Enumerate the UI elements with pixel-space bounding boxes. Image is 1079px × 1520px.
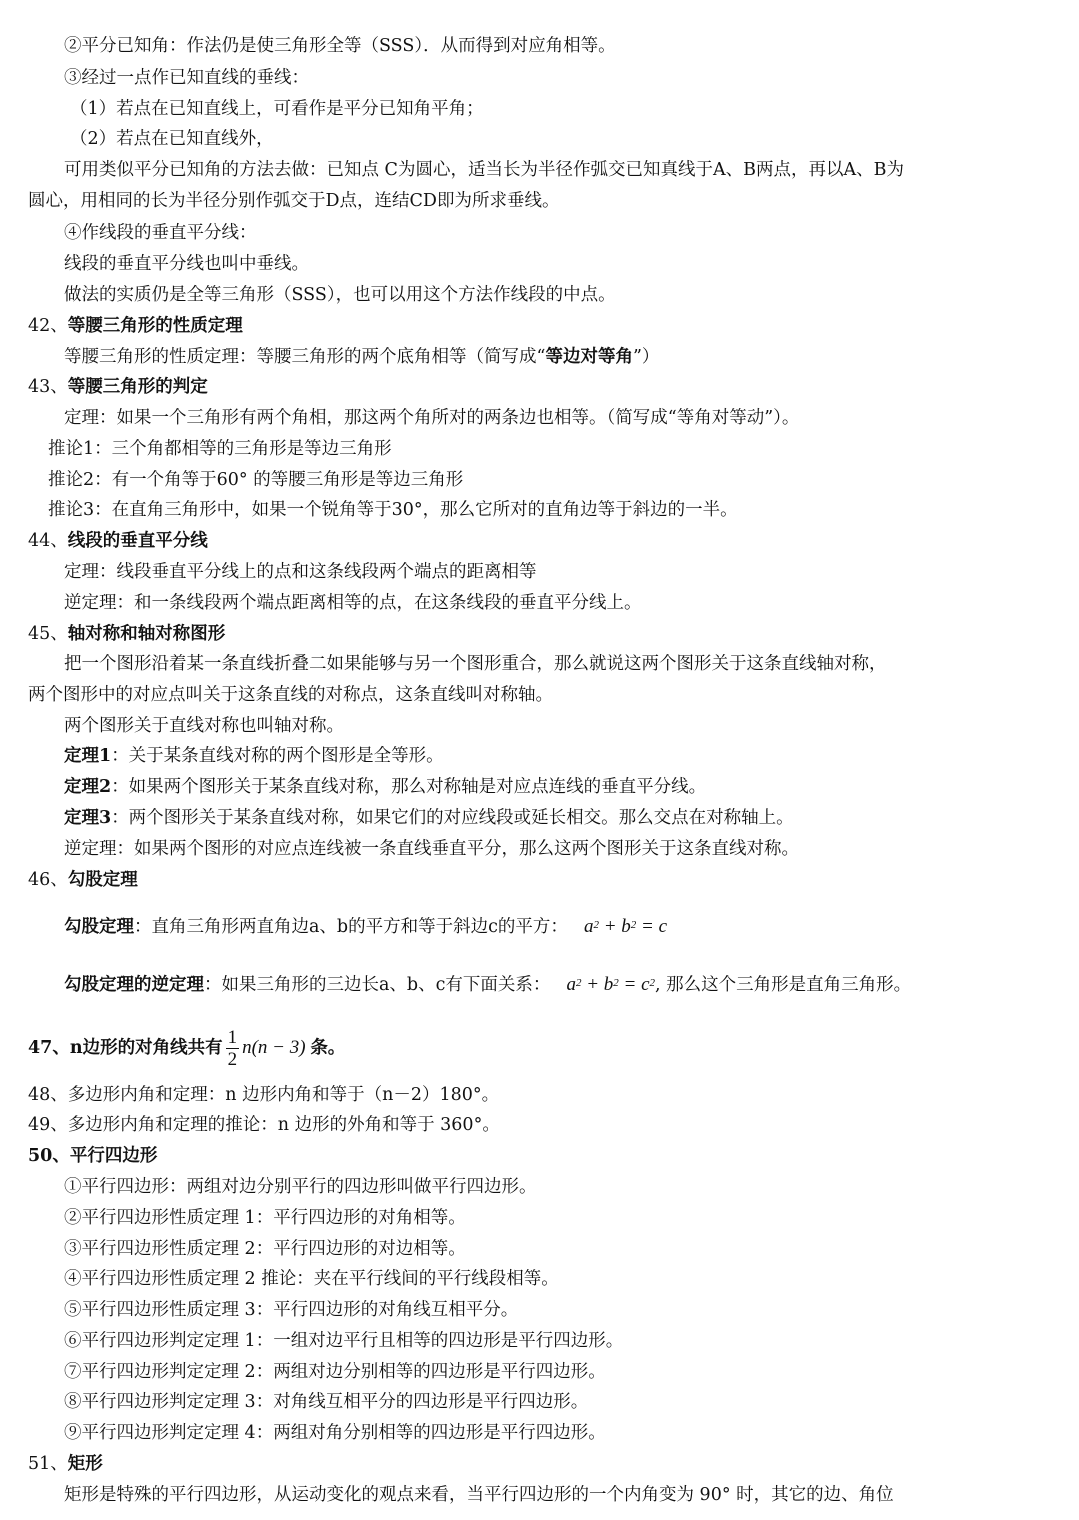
text-line: ④作线段的垂直平分线： (64, 223, 257, 243)
pythagorean-formula: $a^2 + b^2 = c^2$ (566, 974, 656, 995)
text-line: ③平行四边形性质定理 2：平行四边形的对边相等。 (64, 1239, 466, 1259)
text-line: 逆定理：和一条线段两个端点距离相等的点，在这条线段的垂直平分线上。 (64, 593, 642, 613)
text-line (28, 375, 208, 399)
bold-text: 轴对称和轴对称图形 (67, 624, 226, 644)
item-47-suffix: 条。 (310, 1038, 346, 1058)
text-segment: ：如果两个图形关于某条直线对称，那么对称轴是对应点连线的垂直平分线。 (111, 777, 707, 797)
text-line (64, 345, 659, 369)
text-line (28, 1024, 345, 1072)
text-line (64, 915, 667, 939)
bold-text: 线段的垂直平分线 (67, 531, 208, 551)
text-line: 矩形是特殊的平行四边形，从运动变化的观点来看，当平行四边形的一个内角变为 90° 时，其它的边、角位 (64, 1485, 894, 1505)
text-line: 线段的垂直平分线也叫中垂线。 (64, 254, 309, 274)
text-line: ⑨平行四边形判定定理 4：两组对角分别相等的四边形是平行四边形。 (64, 1423, 606, 1443)
text-line: ⑥平行四边形判定定理 1：一组对边平行且相等的四边形是平行四边形。 (64, 1331, 624, 1351)
text-line: 把一个图形沿着某一条直线折叠二如果能够与另一个图形重合，那么就说这两个图形关于这条直线轴对称， (64, 654, 887, 674)
text-line (28, 868, 138, 892)
item-47-prefix: 47、n边形的对角线共有 (28, 1038, 223, 1058)
bold-text: 勾股定理 (67, 870, 138, 890)
text-line: ③经过一点作已知直线的垂线： (64, 68, 309, 88)
text-segment: ”） (632, 347, 660, 367)
text-line: 定理：如果一个三角形有两个角相，那这两个角所对的两条边也相等。（简写成“等角对等动”）。 (64, 408, 800, 428)
text-line: ⑧平行四边形判定定理 3：对角线互相平分的四边形是平行四边形。 (64, 1392, 589, 1412)
text-line: 圆心，用相同的长为半径分别作弧交于D点，连结CD即为所求垂线。 (28, 191, 560, 211)
bold-text: 等边对等角 (545, 347, 633, 367)
bold-text: 定理3 (64, 808, 112, 828)
bold-text: 定理1 (64, 746, 112, 766)
text-line (64, 744, 444, 768)
bold-text: 等腰三角形的判定 (67, 377, 208, 397)
text-segment: 44、 (28, 531, 68, 551)
text-segment: ：直角三角形两直角边a、b的平方和等于斜边c的平方： (134, 917, 568, 937)
text-segment: 等腰三角形的性质定理：等腰三角形的两个底角相等（简写成“ (64, 347, 546, 367)
text-line (28, 1452, 103, 1476)
text-line (28, 1144, 157, 1168)
bold-text: 勾股定理 (64, 917, 134, 937)
text-line: 48、多边形内角和定理：n 边形内角和等于（n－2）180°。 (28, 1085, 500, 1105)
text-line (64, 806, 794, 830)
text-line (28, 314, 243, 338)
text-line: ②平分已知角：作法仍是使三角形全等（SSS）．从而得到对应角相等。 (64, 36, 616, 56)
text-line: 推论3：在直角三角形中，如果一个锐角等于30°，那么它所对的直角边等于斜边的一半。 (48, 500, 738, 520)
fraction-one-half: $\frac{1}{2}$ (227, 1027, 238, 1070)
text-line (28, 529, 208, 553)
diagonal-formula: n(n − 3) (242, 1037, 311, 1058)
text-line: （1）若点在已知直线上，可看作是平分已知角平角； (70, 99, 484, 119)
bold-text: 50、 (28, 1146, 70, 1166)
text-line: ⑤平行四边形性质定理 3：平行四边形的对角线互相平分。 (64, 1300, 519, 1320)
text-line: 做法的实质仍是全等三角形（SSS），也可以用这个方法作线段的中点。 (64, 285, 616, 305)
text-line: 逆定理：如果两个图形的对应点连线被一条直线垂直平分，那么这两个图形关于这条直线对称。 (64, 839, 799, 859)
bold-text: 定理2 (64, 777, 112, 797)
text-segment: 43、 (28, 377, 68, 397)
text-line (28, 622, 225, 646)
text-line (64, 973, 911, 997)
text-segment: 45、 (28, 624, 68, 644)
text-line: 推论1：三个角都相等的三角形是等边三角形 (48, 439, 392, 459)
bold-text: 矩形 (67, 1454, 103, 1474)
text-line (64, 775, 706, 799)
text-line: 两个图形关于直线对称也叫轴对称。 (64, 716, 344, 736)
text-segment: 42、 (28, 316, 68, 336)
text-line: 可用类似平分已知角的方法去做：已知点 C为圆心，适当长为半径作弧交已知真线于A、B两点，再以A、B为 (64, 160, 904, 180)
text-line: 两个图形中的对应点叫关于这条直线的对称点，这条直线叫对称轴。 (28, 685, 553, 705)
text-segment: 51、 (28, 1454, 68, 1474)
text-line: （2）若点在已知直线外， (70, 129, 274, 149)
text-segment: ：两个图形关于某条直线对称，如果它们的对应线段或延长相交。那么交点在对称轴上。 (111, 808, 794, 828)
text-segment: ：关于某条直线对称的两个图形是全等形。 (111, 746, 444, 766)
text-line: 定理：线段垂直平分线上的点和这条线段两个端点的距离相等 (64, 562, 537, 582)
text-line: ②平行四边形性质定理 1：平行四边形的对角相等。 (64, 1208, 466, 1228)
text-segment: , 那么这个三角形是直角三角形。 (655, 975, 912, 995)
pythagorean-formula: $a^2 + b^2 = c$ (583, 916, 668, 937)
bold-text: 勾股定理的逆定理 (64, 975, 204, 995)
bold-text: 等腰三角形的性质定理 (67, 316, 243, 336)
text-line: ④平行四边形性质定理 2 推论：夹在平行线间的平行线段相等。 (64, 1269, 559, 1289)
bold-text: 平行四边形 (69, 1146, 158, 1166)
text-line: ①平行四边形：两组对边分别平行的四边形叫做平行四边形。 (64, 1177, 537, 1197)
text-segment: 46、 (28, 870, 68, 890)
text-line: 49、多边形内角和定理的推论：n 边形的外角和等于 360°。 (28, 1115, 500, 1135)
text-segment: ：如果三角形的三边长a、b、c有下面关系： (204, 975, 551, 995)
text-line: 推论2：有一个角等于60° 的等腰三角形是等边三角形 (48, 470, 464, 490)
text-line: ⑦平行四边形判定定理 2：两组对边分别相等的四边形是平行四边形。 (64, 1362, 606, 1382)
